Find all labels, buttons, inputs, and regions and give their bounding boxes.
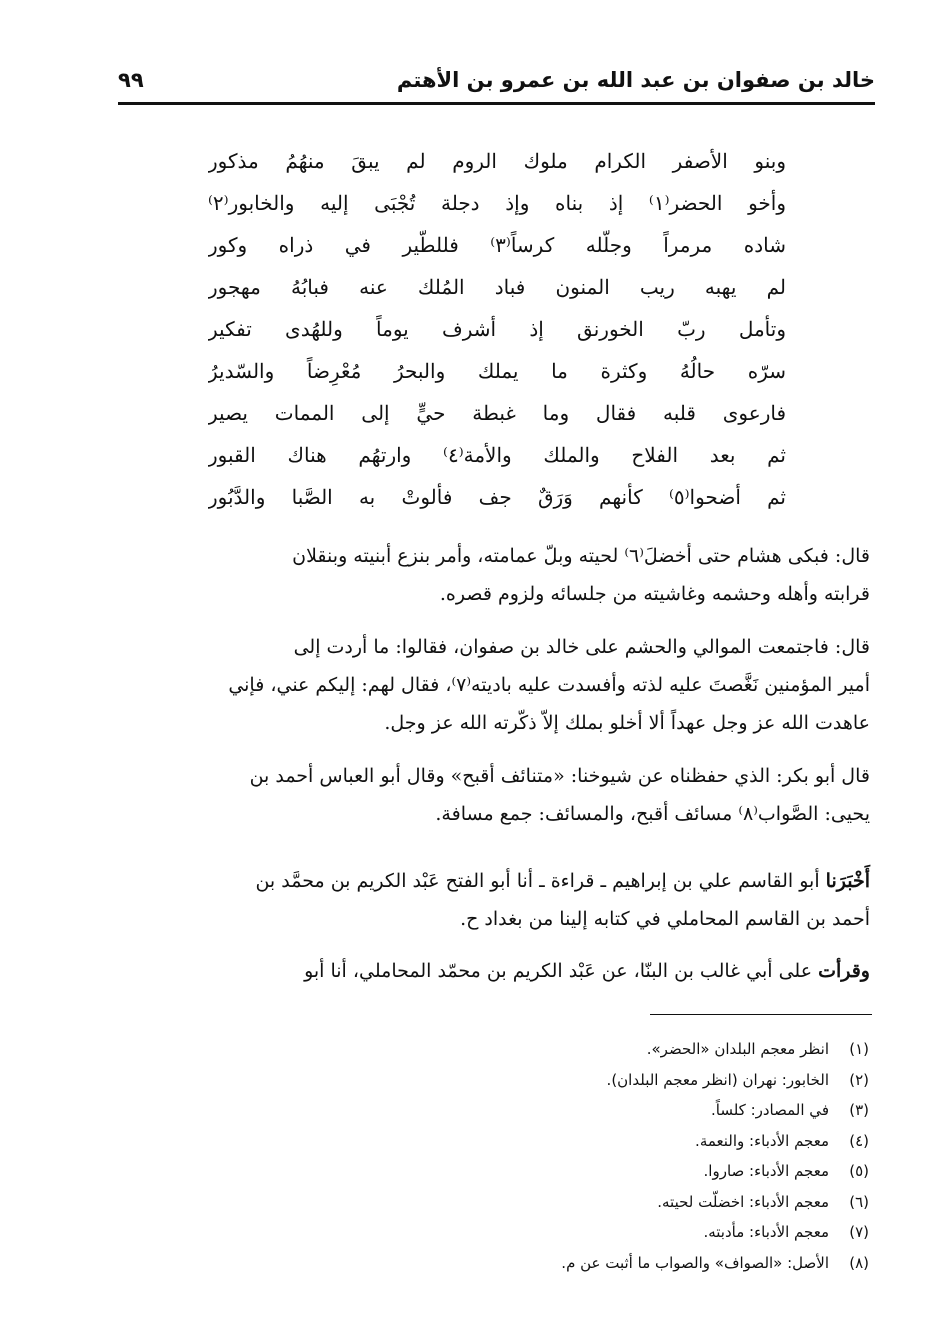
- paragraph-line: قال أبو بكر: الذي حفظناه عن شيوخنا: «متنائف أقبح» وقال أبو العباس أحمد بن: [249, 765, 870, 787]
- poem-verse: ثم أضحوا⁽٥⁾ كأنهم وَرَقٌ جف فألوتْ به الصَّبا والدَّبُور: [208, 485, 786, 509]
- poem-verse: وبنو الأصفر الكرام ملوك الروم لم يبقَ منهُمُ مذكور: [208, 149, 786, 173]
- footnote: [169, 1187, 869, 1218]
- paragraph-line: أحمد بن القاسم المحاملي في كتابه إلينا من بغداد ح.: [460, 908, 870, 930]
- paragraph-abu-bakr: [120, 757, 870, 833]
- footnote-text: الأصل: «الصواف» والصواب ما أثبت عن م.: [561, 1253, 829, 1272]
- paragraph-line: يحيى: الصَّواب⁽٨⁾ مسائف أقبح، والمسائف: جمع مسافة.: [435, 803, 870, 825]
- paragraph-line: عاهدت الله عز وجل عهداً ألا أخلو بملك إلاّ ذكّرته الله عز وجل.: [384, 712, 870, 734]
- footnote-number: (٥): [849, 1162, 869, 1180]
- poem-verse: لم يهبه ريب المنون فباد المُلك عنه فبابُهُ مهجور: [208, 275, 786, 299]
- footnote-text: معجم الأدباء: اخضلّت لحيته.: [657, 1192, 829, 1211]
- footnote: [169, 1248, 869, 1279]
- footnote-number: (٦): [849, 1192, 869, 1211]
- paragraph-line: [120, 952, 870, 990]
- poem-verse: شاده مرمراً وجلّله كرساً⁽٣⁾ فللطّير في ذراه وكور: [208, 233, 786, 257]
- footnote-text: معجم الأدباء: مأدبته.: [703, 1223, 829, 1241]
- paragraph-qaraat: [120, 952, 870, 990]
- poem-verse: سرّه حالُهُ وكثرة ما يملك والبحرُ مُعْرِضاً والسّديرُ: [208, 359, 786, 383]
- footnote: [169, 1217, 869, 1248]
- footnote: [169, 1065, 869, 1096]
- footnote-text: معجم الأدباء: صاروا.: [703, 1162, 829, 1180]
- footnotes: [169, 1034, 869, 1278]
- footnote: [169, 1095, 869, 1126]
- footnote: [169, 1034, 869, 1065]
- paragraph-line: [120, 862, 870, 900]
- footnote-number: (١): [849, 1040, 869, 1058]
- poem-verse: ثم بعد الفلاح والملك والأمة⁽٤⁾ وارتهُم هناك القبور: [208, 443, 786, 467]
- paragraph-line: قال: فاجتمعت الموالي والحشم على خالد بن صفوان، فقالوا: ما أردت إلى: [293, 636, 870, 658]
- paragraph-line: قرابته وأهله وحشمه وغاشيته من جلسائه ولزوم قصره.: [439, 583, 870, 605]
- paragraph-line: قال: فبكى هشام حتى أخضلَ⁽٦⁾ لحيته وبلّ عمامته، وأمر بنزع أبنيته وبنقلان: [292, 545, 870, 567]
- poem: [208, 140, 786, 518]
- paragraph-akhbarana: [120, 862, 870, 938]
- line-text: على أبي غالب بن البنّا، عن عَبْد الكريم بن محمّد المحاملي، أنا أبو: [304, 960, 819, 982]
- lead-word: وقرأت: [818, 960, 870, 982]
- footnote-separator: [650, 1014, 872, 1015]
- footnote-text: الخابور: نهران (انظر معجم البلدان).: [606, 1070, 829, 1089]
- running-title: خالد بن صفوان بن عبد الله بن عمرو بن الأهتم: [396, 68, 875, 92]
- footnote-number: (٨): [849, 1253, 869, 1272]
- page-number: ٩٩: [118, 68, 144, 92]
- poem-verse: وتأمل ربّ الخورنق إذ أشرف يوماً وللهُدى تفكير: [208, 317, 786, 341]
- paragraph-mawali-gathered: [120, 628, 870, 742]
- footnote-text: انظر معجم البلدان «الحضر».: [646, 1040, 829, 1058]
- footnote-number: (٧): [849, 1223, 869, 1241]
- footnote-number: (٤): [849, 1131, 869, 1150]
- footnote-number: (٢): [849, 1070, 869, 1089]
- footnote-text: معجم الأدباء: والنعمة.: [695, 1131, 829, 1150]
- line-text: أبو القاسم علي بن إبراهيم ـ قراءة ـ أنا أبو الفتح عَبْد الكريم بن محمَّد بن: [255, 870, 826, 892]
- footnote: [169, 1126, 869, 1157]
- page-header: [118, 58, 875, 105]
- footnote-text: في المصادر: كلساً.: [710, 1101, 829, 1119]
- footnote-number: (٣): [849, 1101, 869, 1119]
- paragraph-line: أمير المؤمنين نَغَّصتَ عليه لذته وأفسدت عليه باديته⁽٧⁾، فقال لهم: إليكم عني، فإني: [228, 674, 870, 696]
- paragraph-hisham-wept: [120, 537, 870, 613]
- poem-verse: فارعوى قلبه فقال وما غبطة حيٍّ إلى الممات يصير: [208, 401, 786, 425]
- poem-verse: وأخو الحضر⁽١⁾ إذ بناه وإذ دجلة تُجْبَى إليه والخابور⁽٢⁾: [208, 191, 786, 215]
- lead-word: أَخْبَرَنا: [825, 870, 870, 892]
- footnote: [169, 1156, 869, 1187]
